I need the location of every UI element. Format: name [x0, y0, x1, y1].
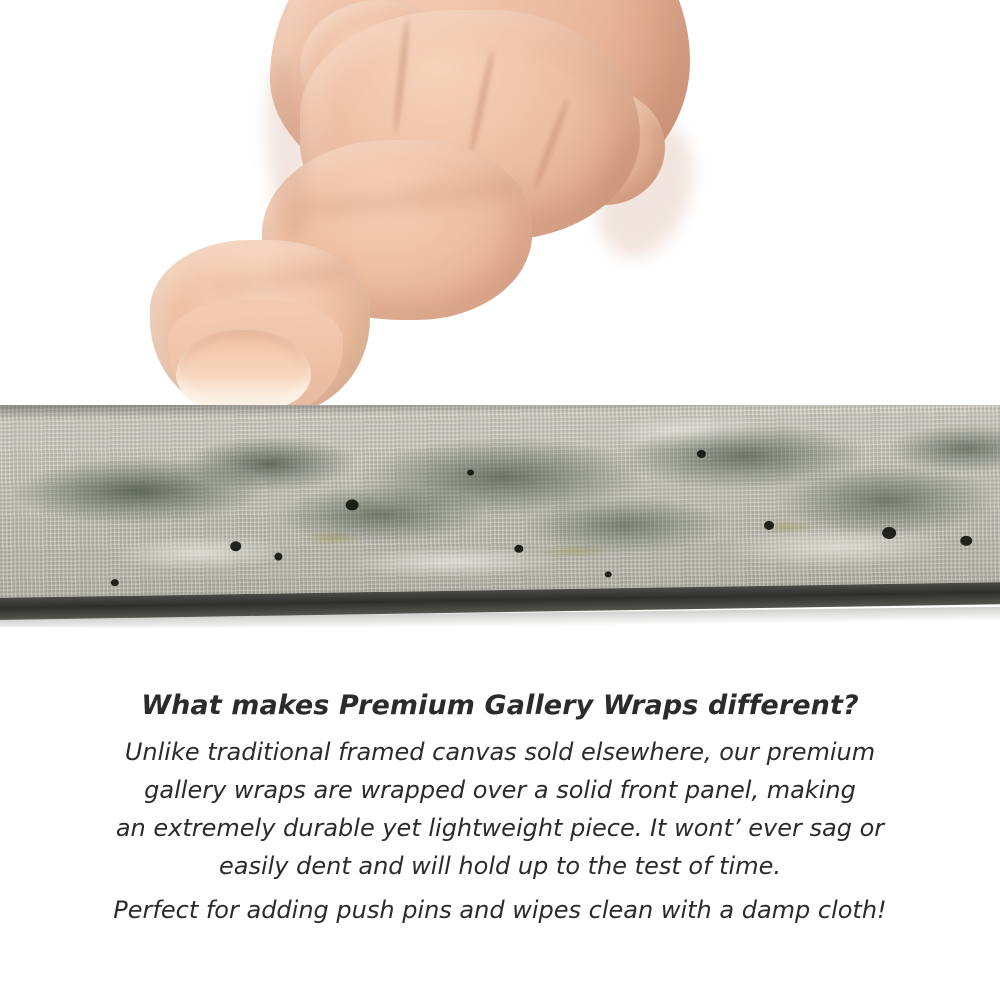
caption-line-4: easily dent and will hold up to the test of time.: [218, 852, 781, 880]
paint-speck: [960, 536, 972, 546]
caption-heading: What makes Premium Gallery Wraps different?: [141, 690, 859, 721]
paint-speck: [111, 579, 119, 586]
paint-speck: [467, 469, 474, 475]
paint-speck: [764, 521, 774, 530]
caption-closing-line: Perfect for adding push pins and wipes clean with a damp cloth!: [113, 896, 887, 924]
paint-speck: [605, 571, 612, 577]
canvas-painted-surface: [0, 405, 1000, 615]
paint-speck: [274, 553, 282, 561]
paint-speck: [514, 545, 523, 553]
caption-line-1: Unlike traditional framed canvas sold elsewhere, our premium: [124, 738, 876, 766]
paint-speck: [697, 450, 706, 458]
paint-speck: [230, 541, 241, 551]
canvas-edge-strip: [0, 405, 1000, 627]
caption-block: [0, 690, 1000, 929]
hand-illustration: [0, 0, 1000, 410]
paint-speck: [346, 499, 359, 510]
paint-speck: [882, 527, 896, 539]
caption-line-2: gallery wraps are wrapped over a solid front panel, making: [144, 776, 856, 804]
caption-line-3: an extremely durable yet lightweight piece. It wont’ ever sag or: [115, 814, 885, 842]
